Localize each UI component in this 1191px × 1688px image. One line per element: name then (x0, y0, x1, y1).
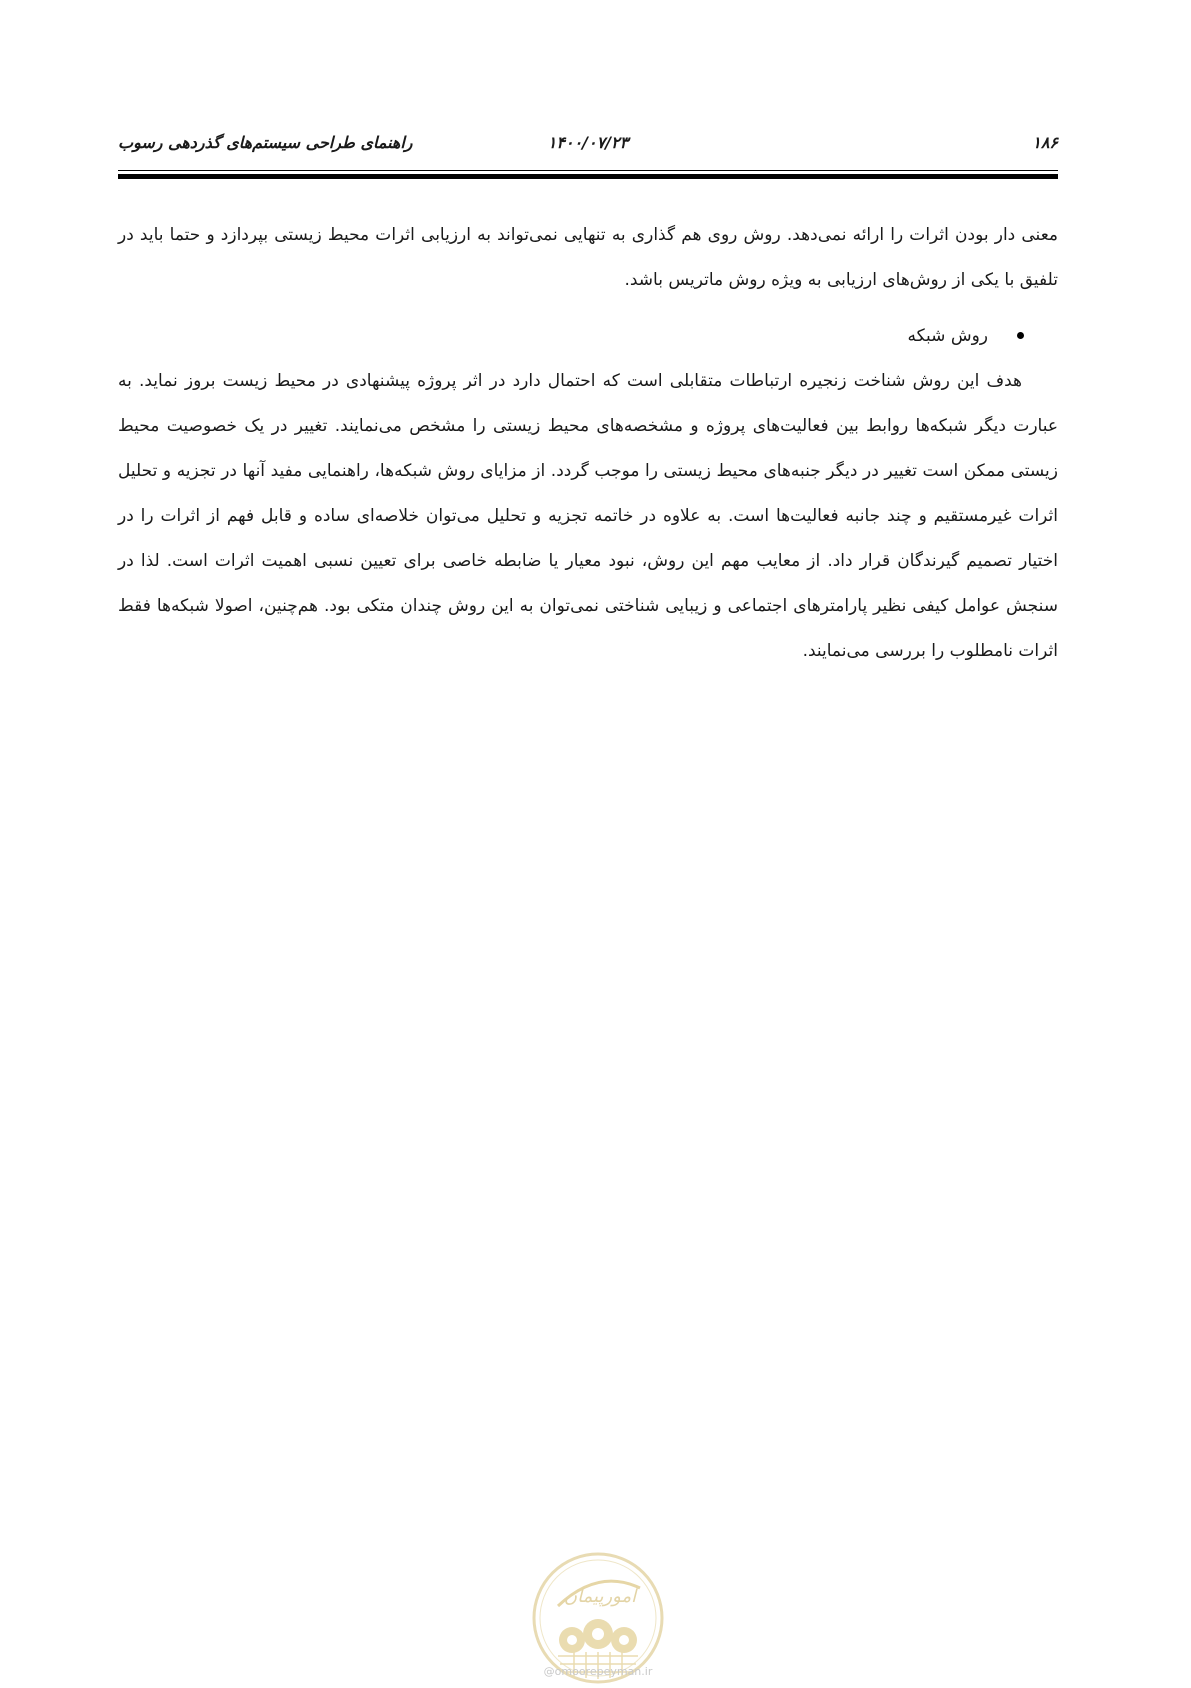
header-date: ۱۴۰۰/۰۷/۲۳ (547, 133, 629, 152)
header-rule-thick (118, 174, 1058, 179)
watermark-url: @omoorepeyman.ir (543, 1665, 653, 1678)
bullet-heading: روش شبکه (907, 326, 988, 346)
watermark-logo-text: امورپیمان (563, 1586, 637, 1607)
page-header (118, 128, 1058, 158)
page-body (118, 213, 1058, 674)
header-rule-thin (118, 170, 1058, 171)
page-number: ۱۸۶ (1032, 133, 1058, 152)
bullet-dot-icon (1017, 332, 1024, 339)
header-title: راهنمای طراحی سیستم‌های گذردهی رسوب (118, 133, 413, 152)
paragraph-network-method: هدف این روش شناخت زنجیره ارتباطات متقابلی است که احتمال دارد در اثر پروژه پیشنهادی در محیط زیست بروز نماید. به عبارت دیگر شبکه‌ها روابط بین فعالیت‌های پروژه و مشخصه‌های محیط زیستی را مشخص می‌نمایند. تغییر در یک خصوصیت محیط زیستی ممکن است تغییر در دیگر جنبه‌های محیط زیستی را موجب گردد. از مزایای روش شبکه‌ها، راهنمایی مفید آنها در تجزیه و تحلیل اثرات غیرمستقیم و چند جانبه فعالیت‌ها است. به علاوه در خاتمه تجزیه و تحلیل می‌توان خلاصه‌ای ساده و قابل فهم از اثرات را در اختیار تصمیم گیرندگان قرار داد. از معایب مهم این روش، نبود معیار یا ضابطه خاصی برای تعیین نسبی اهمیت اثرات است. لذا در سنجش عوامل کیفی نظیر پارامترهای اجتماعی و زیبایی شناختی نمی‌توان به این روش چندان متکی بود. هم‌چنین، اصولا شبکه‌ها فقط اثرات نامطلوب را بررسی می‌نمایند. (118, 371, 1058, 661)
bullet-item-network-method (118, 315, 1058, 357)
paragraph-overlay-method: معنی دار بودن اثرات را ارائه نمی‌دهد. روش روی هم گذاری به تنهایی نمی‌تواند به ارزیابی اثرات محیط زیستی بپردازد و حتما باید در تلفیق با یکی از روش‌های ارزیابی به ویژه روش ماتریس باشد. (118, 225, 1058, 290)
